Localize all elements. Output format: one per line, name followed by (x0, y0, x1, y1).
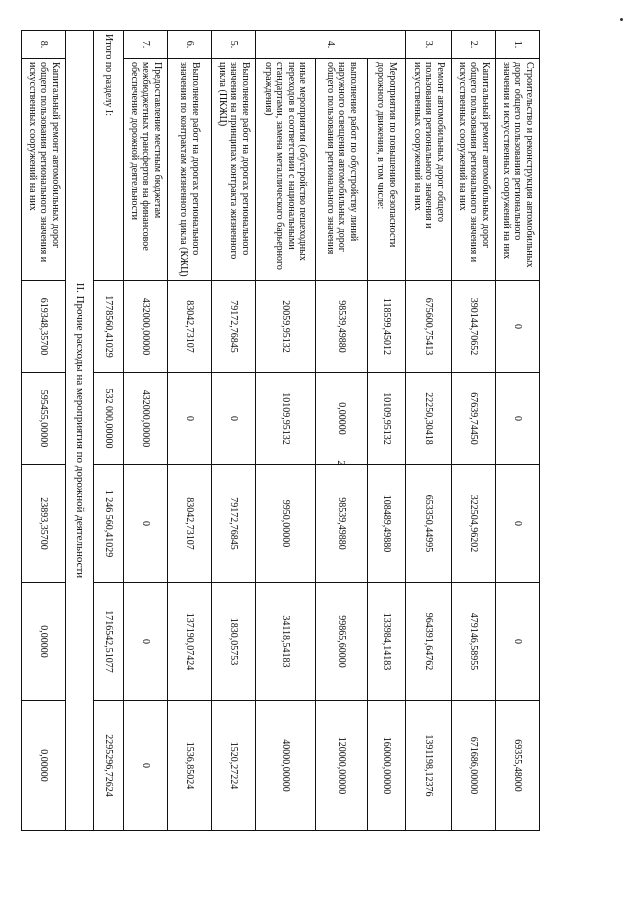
value-cell: 10109,95132 (368, 373, 406, 465)
value-cell: 1391198,12376 (406, 701, 452, 831)
row-name: Строительство и реконструкция автомобильных дорог общего пользования регионального значения и искусственных сооружений на них (496, 59, 540, 281)
table-row (368, 31, 406, 831)
value-cell: 99865,60000 (316, 583, 368, 701)
row-number: 1. (496, 31, 540, 59)
total-value: 1 246 560,41029 (94, 465, 124, 583)
value-cell: 108489,49880 (368, 465, 406, 583)
section-heading-row (66, 31, 94, 831)
row-number: 3. (406, 31, 452, 59)
value-cell: 432000,00000 (124, 281, 168, 373)
value-cell: 653350,44995 (406, 465, 452, 583)
value-cell: 20059,95132 (256, 281, 316, 373)
row-name: Ремонт автомобильных дорог общего пользования регионального значения и искусственных сооружений на них (406, 59, 452, 281)
value-cell: 0 (496, 373, 540, 465)
table-row (256, 31, 316, 831)
value-cell: 79172,76845 (212, 465, 256, 583)
value-cell: 1830,05753 (212, 583, 256, 701)
value-cell: 40000,00000 (256, 701, 316, 831)
value-cell: 0 (124, 583, 168, 701)
value-cell: 83042,73107 (168, 281, 212, 373)
value-cell: 69355,48000 (496, 701, 540, 831)
value-cell: 0 (124, 465, 168, 583)
row-name: Мероприятия по повышению безопасности дорожного движения, в том числе: (368, 59, 406, 281)
value-cell: 964391,64762 (406, 583, 452, 701)
value-cell: 479146,58955 (452, 583, 496, 701)
value-cell: 0 (212, 373, 256, 465)
value-cell: 0,00000 (22, 583, 66, 701)
page-number: 2 (334, 460, 347, 466)
table-row (168, 31, 212, 831)
value-cell: 619348,35700 (22, 281, 66, 373)
row-name: Выполнение работ на дорогах регионального значения на принципах контракта жизненного цикла (ПКЖЦ) (212, 59, 256, 281)
value-cell: 83042,73107 (168, 465, 212, 583)
row-name: иные мероприятия (обустройство пешеходных переходов в соответствии с национальными стандартами, замена металлического барьерного ограждения) (256, 59, 316, 281)
value-cell: 0 (124, 701, 168, 831)
value-cell: 22250,30418 (406, 373, 452, 465)
value-cell: 67639,74450 (452, 373, 496, 465)
value-cell: 98539,49880 (316, 281, 368, 373)
row-number: 8. (22, 31, 66, 59)
total-value: 2295296,72624 (94, 701, 124, 831)
total-label: Итого по разделу I: (94, 31, 124, 281)
table-row (124, 31, 168, 831)
value-cell: 390144,70652 (452, 281, 496, 373)
row-number: 5. (212, 31, 256, 59)
value-cell: 675600,75413 (406, 281, 452, 373)
table-row (406, 31, 452, 831)
scan-mark (620, 18, 623, 21)
budget-table (21, 30, 540, 831)
total-value: 1716542,51077 (94, 583, 124, 701)
value-cell: 322504,96202 (452, 465, 496, 583)
value-cell: 0 (496, 583, 540, 701)
value-cell: 120000,00000 (316, 701, 368, 831)
value-cell: 23893,35700 (22, 465, 66, 583)
value-cell: 9950,00000 (256, 465, 316, 583)
value-cell: 1536,85024 (168, 701, 212, 831)
value-cell: 595455,00000 (22, 373, 66, 465)
table-row (316, 31, 368, 831)
total-value: 1778560,41029 (94, 281, 124, 373)
rotated-table-container (26, 30, 540, 830)
table-row (452, 31, 496, 831)
value-cell: 34118,54183 (256, 583, 316, 701)
value-cell: 0 (496, 465, 540, 583)
value-cell: 671686,00000 (452, 701, 496, 831)
value-cell: 0 (168, 373, 212, 465)
section-heading: II. Прочие расходы на мероприятия по дорожной деятельности (66, 31, 94, 831)
row-number: 2. (452, 31, 496, 59)
value-cell: 432000,00000 (124, 373, 168, 465)
value-cell: 137190,07424 (168, 583, 212, 701)
table-row (22, 31, 66, 831)
row-number: 4. (256, 31, 406, 59)
table-row (212, 31, 256, 831)
value-cell: 0,00000 (316, 373, 368, 465)
value-cell: 0 (496, 281, 540, 373)
value-cell: 1520,27224 (212, 701, 256, 831)
value-cell: 133984,14183 (368, 583, 406, 701)
total-value: 532 000,00000 (94, 373, 124, 465)
value-cell: 118599,45012 (368, 281, 406, 373)
row-name: Капитальный ремонт автомобильных дорог общего пользования регионального значения и искусственных сооружений на них (22, 59, 66, 281)
row-name: Предоставление местным бюджетам межбюджетных трансфертов на финансовое обеспечение дорожной деятельности (124, 59, 168, 281)
value-cell: 79172,76845 (212, 281, 256, 373)
row-name: выполнение работ по обустройству линий наружного освещения автомобильных дорог общего пользования регионального значения (316, 59, 368, 281)
value-cell: 98539,49880 (316, 465, 368, 583)
row-number: 6. (168, 31, 212, 59)
value-cell: 0,00000 (22, 701, 66, 831)
value-cell: 160000,00000 (368, 701, 406, 831)
total-row (94, 31, 124, 831)
table-row (496, 31, 540, 831)
row-name: Выполнение работ на дорогах регионального значения по контрактам жизненного цикла (КЖЦ) (168, 59, 212, 281)
row-number: 7. (124, 31, 168, 59)
value-cell: 10109,95132 (256, 373, 316, 465)
row-name: Капитальный ремонт автомобильных дорог общего пользования регионального значения и искусственных сооружений на них (452, 59, 496, 281)
